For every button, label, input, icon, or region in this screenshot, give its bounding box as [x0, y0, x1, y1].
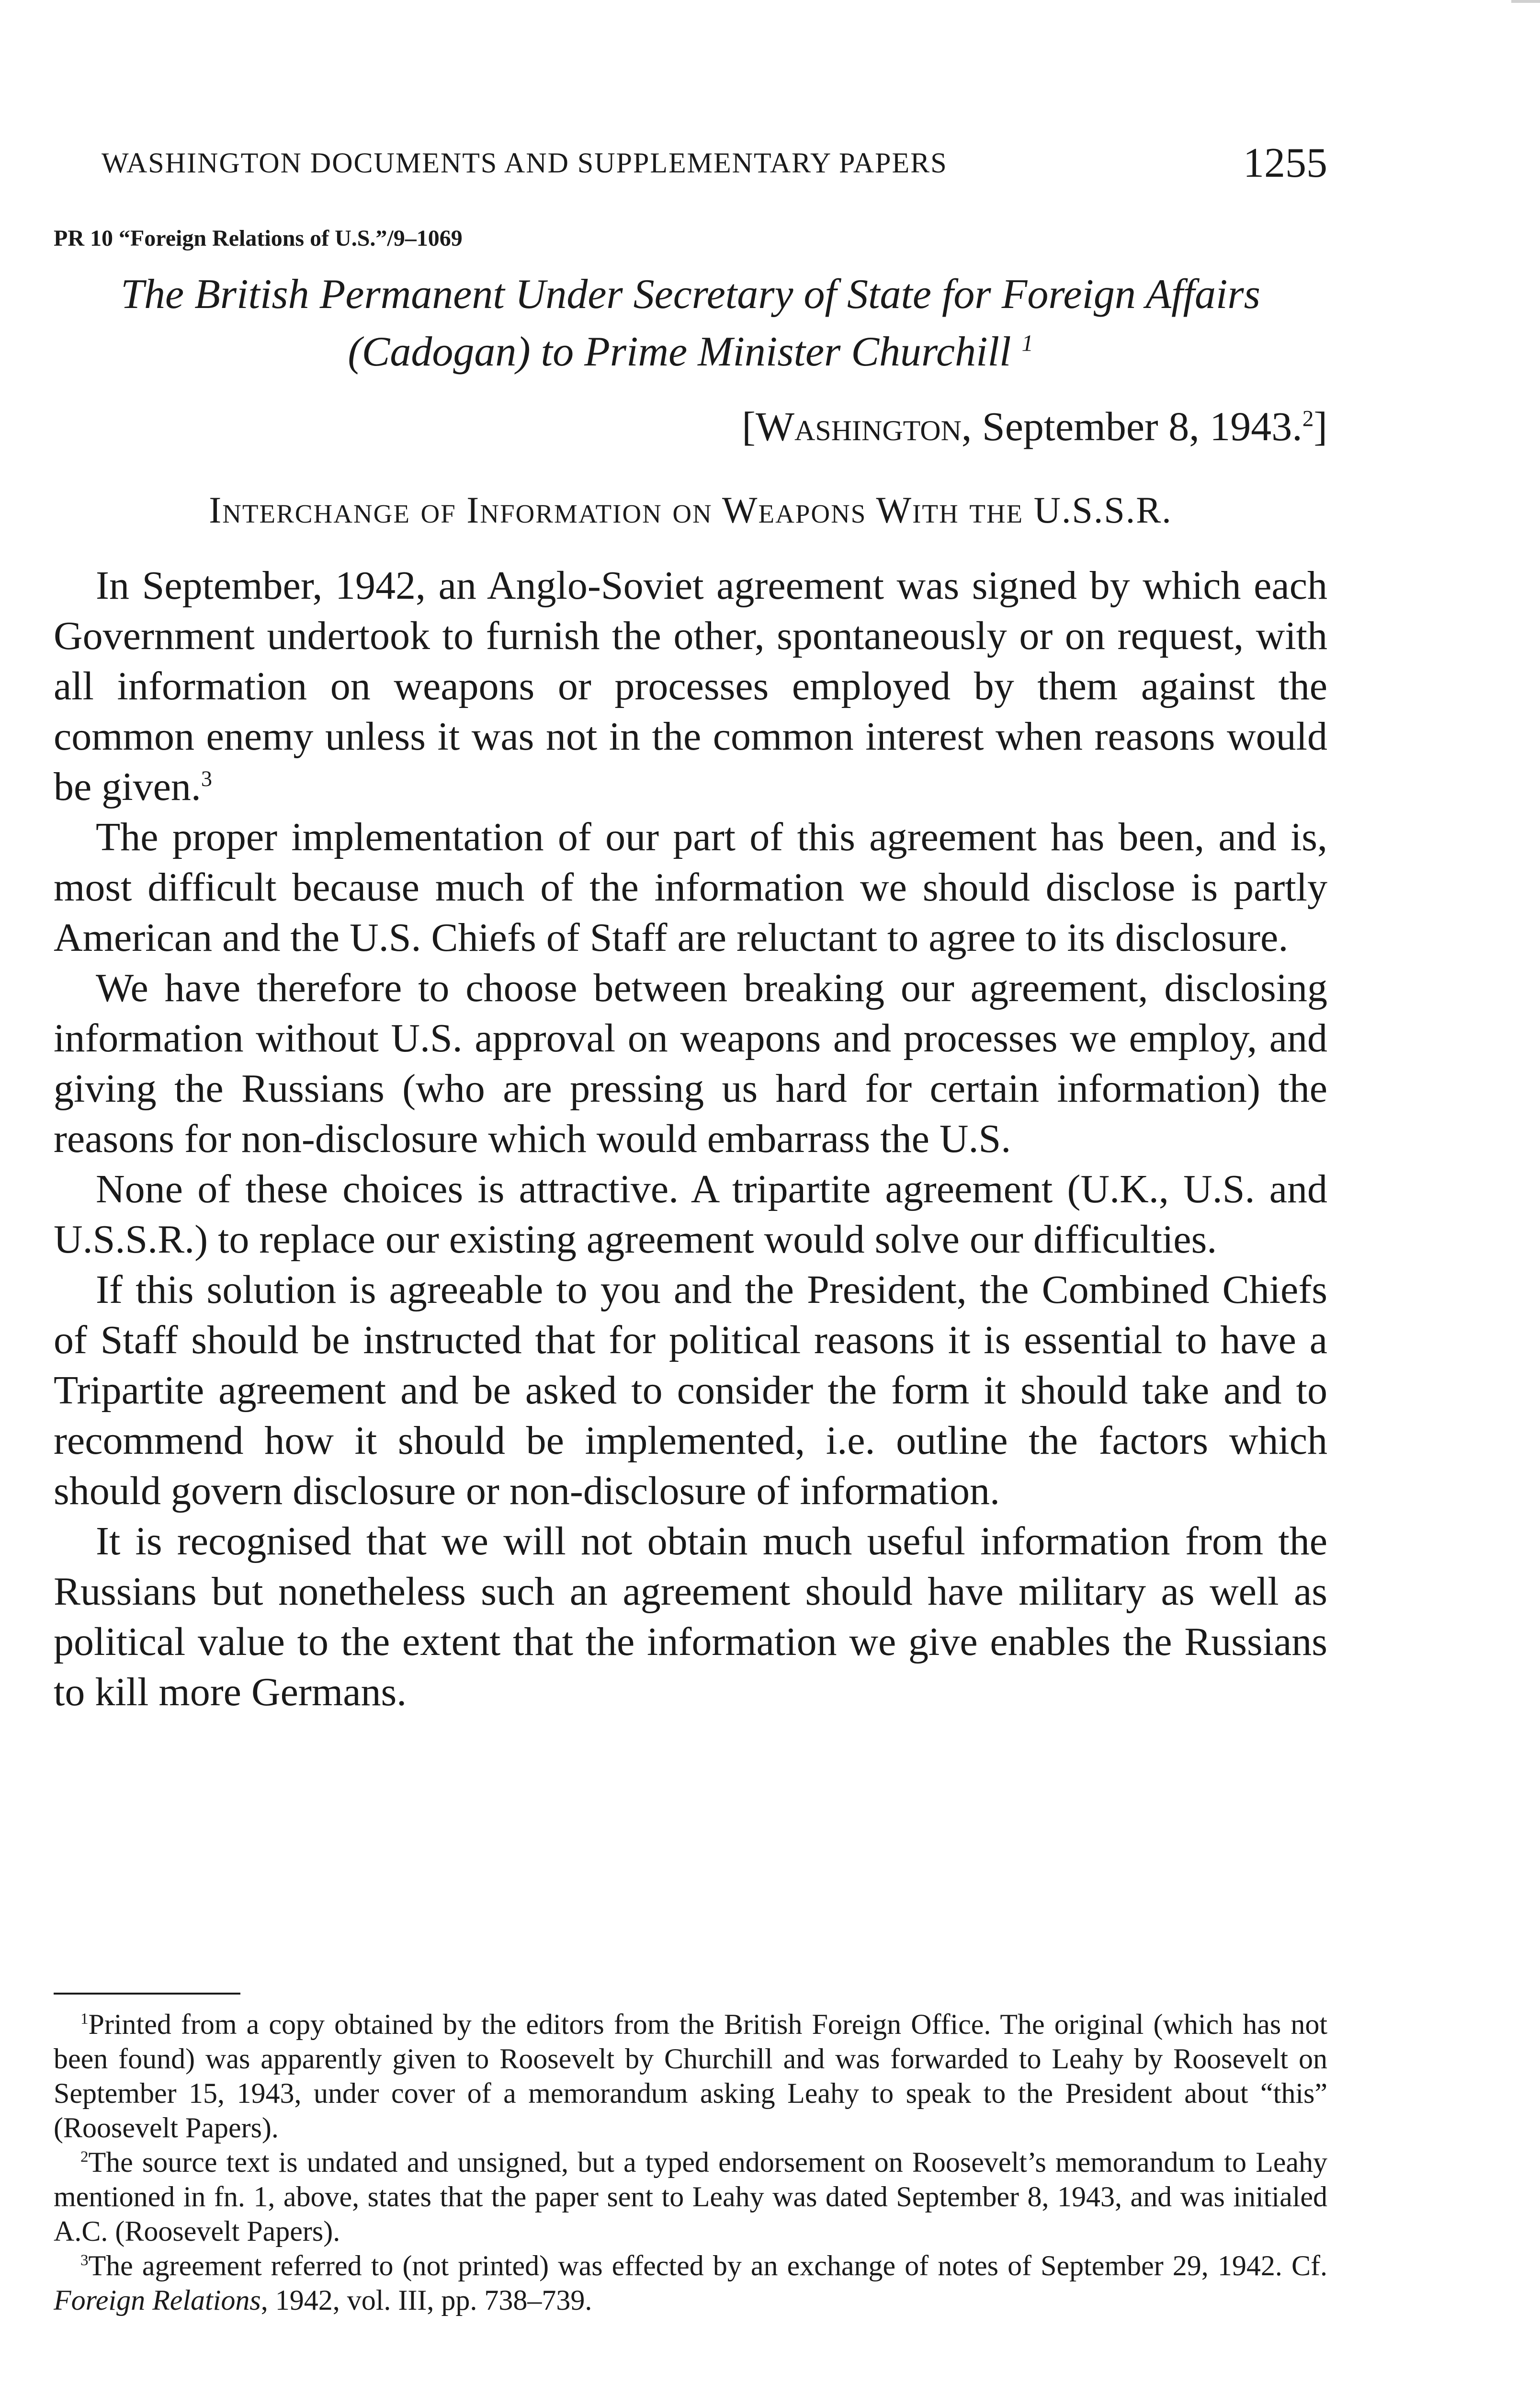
footnote-3-mark: 3 — [80, 2252, 89, 2269]
paragraph-5: If this solution is agreeable to you and the President, the Combined Chiefs of Staff should be instructed that for political reasons it is essential to have a Tripartite agreement and be asked to consider the form it should take and to recommend how it should be implemented, i.e. outline the factors which should govern disclosure or non-disclosure of information. — [54, 1267, 1327, 1513]
file-reference: PR 10 “Foreign Relations of U.S.”/9–1069 — [54, 226, 463, 251]
paragraph-3: We have therefore to choose between breaking our agreement, disclosing information without U.S. approval on weapons and processes we employ, and giving the Russians (who are pressing us hard for certain information) the reasons for non-disclosure which would embarrass the U.S. — [54, 966, 1327, 1161]
footnote-2 — [54, 2145, 1327, 2248]
dateline-close: ] — [1314, 403, 1327, 449]
running-head — [102, 139, 1327, 192]
dateline-open: [ — [742, 403, 756, 449]
footnotes — [54, 2007, 1327, 2317]
footnote-ref-3: 3 — [201, 766, 212, 791]
paragraph-6: It is recognised that we will not obtain much useful information from the Russians but nonetheless such an agreement should have military as well as political value to the extent that the information we give enables the Russians to kill more Germans. — [54, 1519, 1327, 1714]
footnote-1-text: Printed from a copy obtained by the editors from the British Foreign Office. The original (which has not been found) was apparently given to Roosevelt by Churchill and was forwarded to Leahy by Roosevelt on September 15, 1943, under cover of a memorandum asking Leahy to speak to the President about “this” (Roosevelt Papers). — [54, 2008, 1327, 2144]
footnote-2-mark: 2 — [80, 2148, 89, 2166]
footnote-ref-2: 2 — [1302, 406, 1314, 432]
dateline — [742, 402, 1327, 450]
title-line-2 — [54, 323, 1327, 381]
paragraph-1-text: In September, 1942, an Anglo-Soviet agreement was signed by which each Government undertook to furnish the other, spontaneously or on request, with all information on weapons or processes employed by them against the common enemy unless it was not in the common interest when reasons would be given. — [54, 563, 1327, 809]
scan-edge-mark — [1511, 0, 1540, 3]
footnote-3-italic: Foreign Relations — [54, 2284, 261, 2316]
footnote-1 — [54, 2007, 1327, 2145]
paragraph-2: The proper implementation of our part of this agreement has been, and is, most difficult because much of the information we should disclose is partly American and the U.S. Chiefs of Staff are reluctant to agree to its disclosure. — [54, 815, 1327, 960]
footnote-3 — [54, 2248, 1327, 2317]
paragraph-1 — [54, 560, 1327, 812]
subject-heading: Interchange of Information on Weapons With the U.S.S.R. — [209, 489, 1172, 531]
footnote-1-mark: 1 — [80, 2010, 89, 2028]
footnote-rule — [54, 1993, 240, 1995]
dateline-date: , September 8, 1943. — [961, 403, 1302, 449]
footnote-3-text-before: The agreement referred to (not printed) was effected by an exchange of notes of September 29, 1942. Cf. — [88, 2250, 1327, 2281]
paragraph-4: None of these choices is attractive. A tripartite agreement (U.K., U.S. and U.S.S.R.) to replace our existing agreement would solve our difficulties. — [54, 1167, 1327, 1262]
footnote-ref-1: 1 — [1021, 331, 1033, 356]
footnote-3-text-after: , 1942, vol. III, pp. 738–739. — [260, 2284, 592, 2316]
body-text — [54, 560, 1327, 1717]
document-title — [54, 266, 1327, 381]
title-line-1: The British Permanent Under Secretary of State for Foreign Affairs — [121, 271, 1260, 318]
footnote-2-text: The source text is undated and unsigned, but a typed endorsement on Roosevelt’s memorandum to Leahy mentioned in fn. 1, above, states that the paper sent to Leahy was dated September 8, 1943, and was initialed A.C. (Roosevelt Papers). — [54, 2146, 1327, 2247]
page-number: 1255 — [1243, 140, 1327, 186]
dateline-place: Washington — [755, 403, 962, 449]
title-line-2-text: (Cadogan) to Prime Minister Churchill — [348, 329, 1011, 375]
running-title: WASHINGTON DOCUMENTS AND SUPPLEMENTARY PAPERS — [102, 147, 948, 179]
